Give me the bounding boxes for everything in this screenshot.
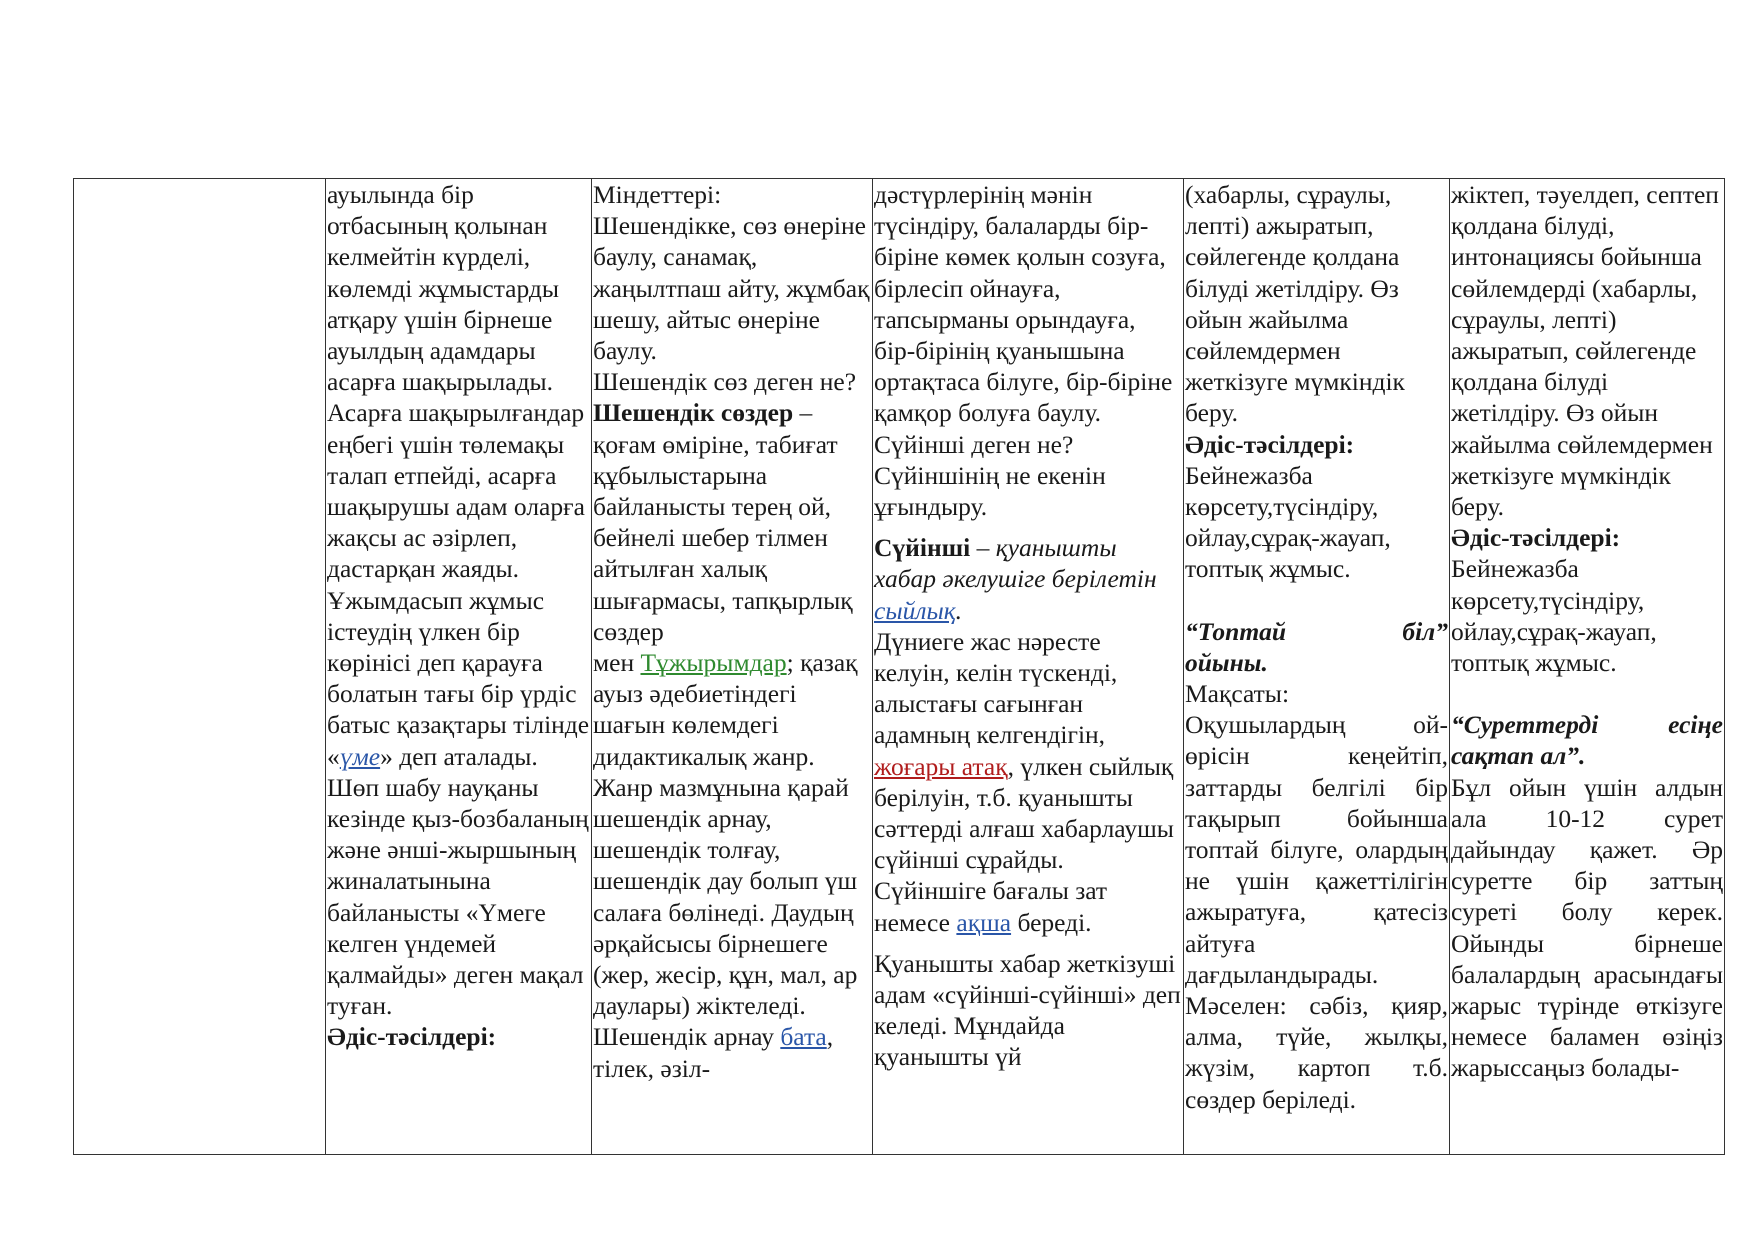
aim-label: Мақсаты: — [1185, 679, 1290, 709]
methods-text: Бейнежазба көрсету,түсіндіру, ойлау,сұрақ-жауап, топтық жұмыс. — [1451, 554, 1657, 678]
aim-text: Оқушылардың ой-өрісін кеңейтіп, заттарды белгілі бір тақырып бойынша топтай білуге, олардың не үшін қажеттілігін ажыратуға, қатесіз айтуға дағдыландырады. — [1185, 710, 1448, 989]
suyinshi-definition — [874, 532, 1182, 626]
oratory-definition — [593, 397, 871, 647]
suyinshi-question: Сүйінші деген не?Сүйіншінің не екенін ұғындыру. — [874, 429, 1106, 522]
suyinshi-term: Сүйінші — [874, 533, 971, 563]
suyinshi-occasions — [874, 626, 1182, 938]
dot: . — [955, 595, 963, 625]
definition-term: Шешендік сөздер — [593, 398, 794, 428]
bata-link[interactable]: бата — [780, 1022, 827, 1052]
table-row — [74, 179, 1725, 1155]
oratory-question: Шешендік сөз деген не? — [593, 367, 857, 397]
ume-link[interactable]: үме — [339, 741, 381, 771]
dash: – — [970, 533, 996, 563]
men-text: мен — [593, 648, 641, 678]
cell-group-game — [1184, 179, 1450, 1155]
example-text: Мәселен: сәбіз, қияр, алма, түйе, жылқы, жүзім, картоп т.б. сөздер беріледі. — [1185, 991, 1448, 1114]
pictures-game-text: Бұл ойын үшін алдын ала 10-12 сурет дайындау қажет. Әр суретте бір заттың суреті болу керек. Ойынды бірнеше балалардың арасындағы жарыс түрінде өткізуге немесе баламен өзіңіз жарыссаңыз болады- — [1451, 772, 1723, 1083]
game-title: “Суреттерді есіңе сақтап ал”. — [1451, 710, 1723, 771]
suyinshi-def-italic: қуанышты хабар әкелушіге берілетін — [874, 533, 1157, 594]
methods-heading: Әдіс-тәсілдері: — [1451, 523, 1621, 553]
methods-heading: Әдіс-тәсілдері: — [1185, 429, 1355, 459]
skills-paragraph: (хабарлы, сұраулы, лепті) ажыратып, сөйлегенде қолдана білуді жетілдіру. Өз ойын жайылма сөйлемдермен жеткізуге мүмкіндік беру. — [1185, 180, 1405, 428]
genre-tail: , тілек, әзіл- — [593, 1022, 834, 1083]
cell-pictures-game — [1450, 179, 1725, 1155]
cell-asar-description — [326, 179, 592, 1155]
game-title-end: ойыны. — [1185, 647, 1268, 677]
asar-paragraph — [327, 179, 590, 1021]
game-title-part: “Топтай — [1185, 616, 1287, 646]
cell-oratory — [592, 179, 873, 1155]
occasions-text-2: , үлкен сыйлық берілуін, т.б. қуанышты сәттерді алғаш хабарлаушы сүйінші сұрайды. Сүйіншіге бағалы зат немесе — [874, 751, 1174, 937]
methods-heading: Әдіс-тәсілдері: — [327, 1022, 497, 1052]
suyinshi-messenger: Қуанышты хабар жеткізуші адам «сүйінші-сүйінші» деп келеді. Мұндайда қуанышты үй — [874, 948, 1181, 1072]
genre-text: ; қазақ ауыз әдебиетіндегі шағын көлемдегі дидактикалық жанр. Жанр мазмұнына қарай шешендік арнау, шешендік толғау, шешендік дау болып үш салаға бөлінеді. Даудың әрқайсысы бірнешеге (жер, жесір, құн, мал, ар даулары) жіктеледі. Шешендік арнау — [593, 648, 858, 1052]
asar-text-end: » деп аталады. Шөп шабу науқаны кезінде қыз-бозбаланың және әнші-жыршының жиналатынына байланысты «Үмеге келген үндемей қалмайды» деген мақал туған. — [327, 741, 589, 1021]
lesson-plan-table — [73, 178, 1725, 1155]
occasions-text: Дүниеге жас нәресте келуін, келін түскенді, алыстағы сағынған адамның келгендігін, — [874, 626, 1118, 750]
pictures-game-title — [1451, 709, 1723, 771]
tasks-text: Шешендікке, сөз өнеріне баулу, санамақ, жаңылтпаш айту, жұмбақ шешу, айтыс өнеріне баулу. — [593, 211, 870, 366]
aksha-link[interactable]: ақша — [956, 907, 1012, 937]
definition-text: – қоғам өміріне, табиғат құбылыстарына байланысты терең ой, бейнелі шебер тілмен айтылған халық шығармасы, тапқырлық сөздер — [593, 398, 853, 646]
empty-cell — [74, 179, 326, 1155]
grammar-paragraph: жіктеп, тәуелдеп, септеп қолдана білуді, интонациясы бойынша сөйлемдерді (хабарлы, сұраулы, лепті) ажыратып, сөйлегенде қолдана білуді жетілдіру. Өз ойын жайылма сөйлемдермен жеткізуге мүмкіндік беру. — [1451, 180, 1719, 522]
atak-link[interactable]: жоғары атақ — [874, 751, 1008, 781]
occasions-text-3: береді. — [1011, 907, 1092, 937]
tasks-label: Міндеттері: — [593, 180, 722, 209]
cell-suyinshi — [873, 179, 1184, 1155]
game-title-part-2: біл” — [1402, 616, 1448, 646]
game-title-line — [1185, 616, 1448, 647]
methods-text: Бейнежазба көрсету,түсіндіру, ойлау,сұрақ-жауап, топтық жұмыс. — [1185, 460, 1391, 584]
tuzhyrym-link[interactable]: Тұжырымдар — [640, 648, 787, 678]
syilyk-link[interactable]: сыйлық — [874, 595, 956, 625]
oratory-genre — [593, 647, 871, 1084]
traditions-paragraph: дәстүрлерінің мәнін түсіндіру, балаларды бір-біріне көмек қолын созуға, бірлесіп ойнауға, тапсырманы орындауға, бір-бірінің қуанышына ортақтаса білуге, бір-біріне қамқор болуға баулу. — [874, 180, 1173, 428]
asar-text: ауылында бір отбасының қолынан келмейтін күрделі, көлемді жұмыстарды атқару үшін бірнеше ауылдың адамдары асарға шақырылады. Асарға шақырылғандар еңбегі үшін төлемақы талап етпейді, асарға шақырушы адам оларға жақсы ас әзірлеп, дастарқан жаяды. Ұжымдасып жұмыс істеудің үлкен бір көрінісі деп қарауға болатын тағы бір үрдіс батыс қазақтары тілінде « — [327, 180, 590, 771]
